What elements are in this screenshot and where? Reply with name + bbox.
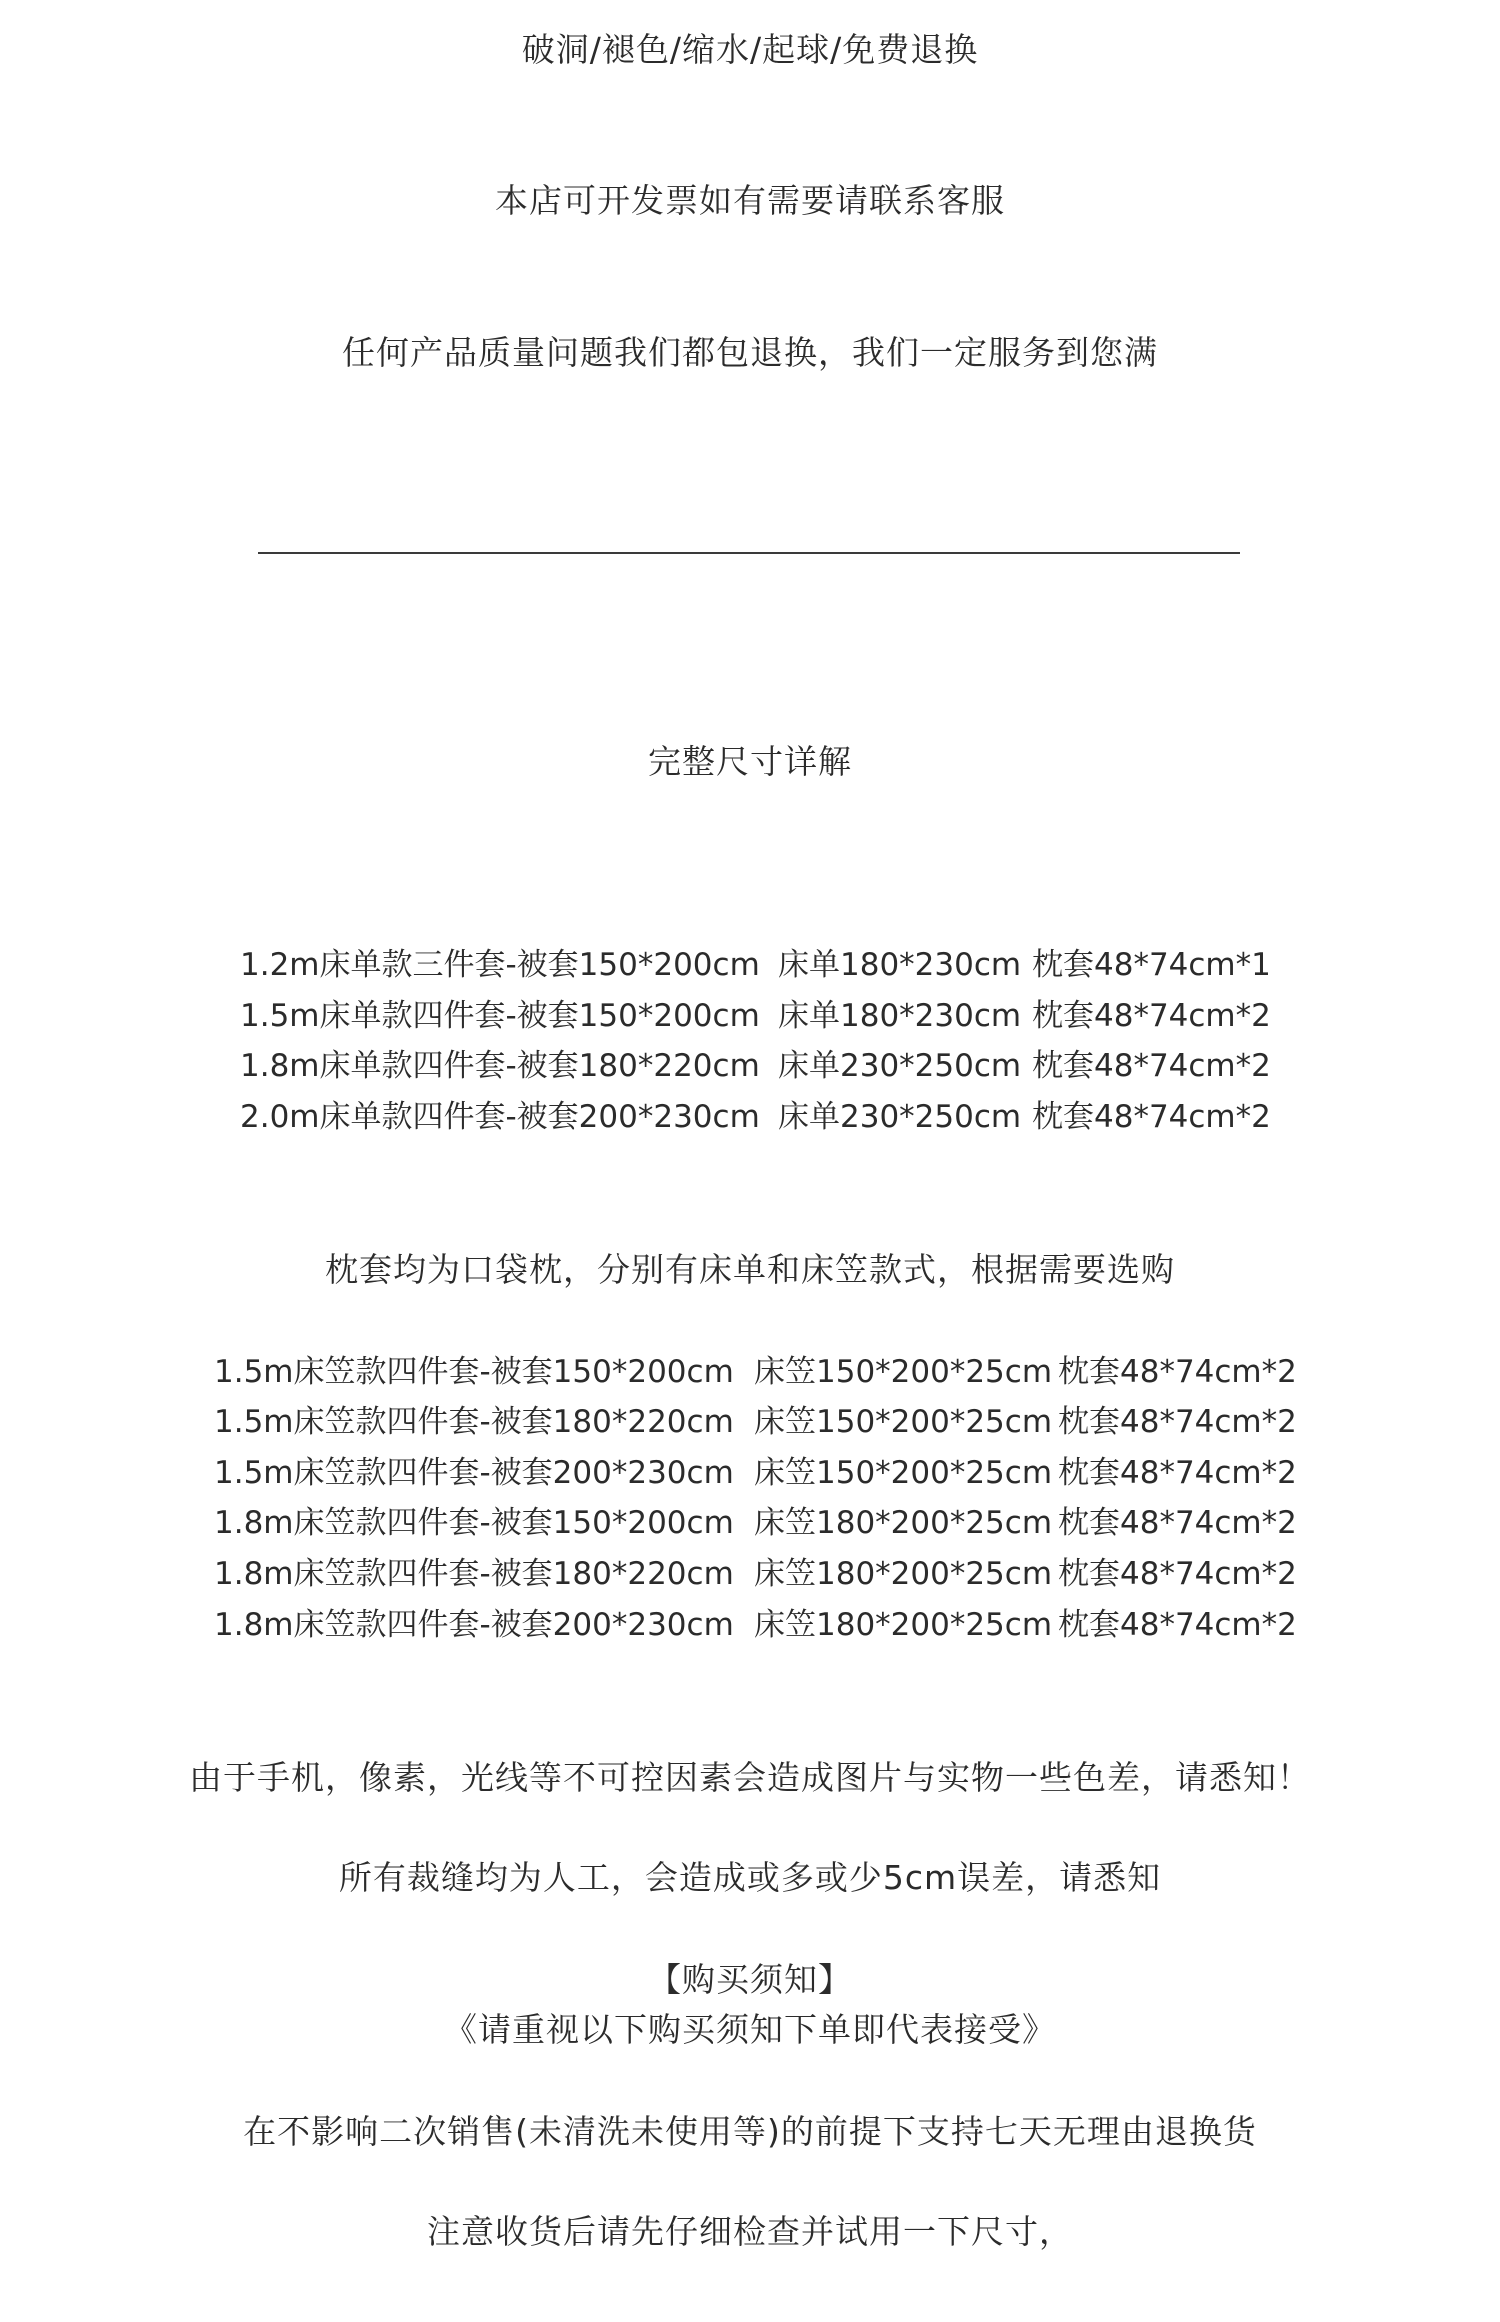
section-divider (258, 552, 1240, 554)
table-row (0, 1603, 1500, 1647)
pillow-size: 枕套48*74cm*1 (1032, 947, 1271, 983)
set-name: 1.5m床单款四件套-被套150*200cm (240, 998, 760, 1034)
table-row (0, 1095, 1500, 1139)
pillow-size: 枕套48*74cm*2 (1058, 1556, 1297, 1592)
pillow-size: 枕套48*74cm*2 (1058, 1607, 1297, 1643)
color-difference-note: 由于手机，像素，光线等不可控因素会造成图片与实物一些色差，请悉知！ (189, 1758, 1311, 1797)
table-row (0, 1350, 1500, 1394)
fitted-sheet-size: 床笠180*200*25cm (754, 1505, 1053, 1541)
fitted-sheet-size: 床笠150*200*25cm (754, 1404, 1053, 1440)
inspect-size-note: 注意收货后请先仔细检查并试用一下尺寸， (427, 2212, 1073, 2251)
pillow-size: 枕套48*74cm*2 (1058, 1505, 1297, 1541)
table-row (0, 1501, 1500, 1545)
sheet-size: 床单180*230cm (778, 947, 1022, 983)
table-row (0, 994, 1500, 1038)
quality-guarantee-note: 任何产品质量问题我们都包退换，我们一定服务到您满 (342, 333, 1158, 372)
pillow-size: 枕套48*74cm*2 (1058, 1455, 1297, 1491)
table-row (0, 1451, 1500, 1495)
set-name: 2.0m床单款四件套-被套200*230cm (240, 1099, 760, 1135)
invoice-note: 本店可开发票如有需要请联系客服 (495, 181, 1005, 220)
fitted-sheet-size: 床笠180*200*25cm (754, 1607, 1053, 1643)
set-name: 1.8m床笠款四件套-被套200*230cm (214, 1607, 734, 1643)
set-name: 1.5m床笠款四件套-被套200*230cm (214, 1455, 734, 1491)
pillow-size: 枕套48*74cm*2 (1032, 1048, 1271, 1084)
purchase-notice-subtitle: 《请重视以下购买须知下单即代表接受》 (444, 2010, 1056, 2049)
table-row (0, 1044, 1500, 1088)
sheet-size: 床单180*230cm (778, 998, 1022, 1034)
fitted-sheet-size: 床笠150*200*25cm (754, 1455, 1053, 1491)
purchase-notice-title: 【购买须知】 (648, 1960, 852, 1999)
sheet-size: 床单230*250cm (778, 1099, 1022, 1135)
set-name: 1.5m床笠款四件套-被套180*220cm (214, 1404, 734, 1440)
tailoring-error-note: 所有裁缝均为人工，会造成或多或少5cm误差，请悉知 (338, 1858, 1162, 1897)
fitted-sheet-size: 床笠150*200*25cm (754, 1354, 1053, 1390)
pillow-size: 枕套48*74cm*2 (1058, 1404, 1297, 1440)
fitted-sheet-size: 床笠180*200*25cm (754, 1556, 1053, 1592)
sheet-size: 床单230*250cm (778, 1048, 1022, 1084)
set-name: 1.8m床笠款四件套-被套180*220cm (214, 1556, 734, 1592)
table-row (0, 943, 1500, 987)
pillow-size: 枕套48*74cm*2 (1058, 1354, 1297, 1390)
pillow-style-note: 枕套均为口袋枕，分别有床单和床笠款式，根据需要选购 (325, 1250, 1175, 1289)
table-row (0, 1552, 1500, 1596)
set-name: 1.8m床单款四件套-被套180*220cm (240, 1048, 760, 1084)
set-name: 1.5m床笠款四件套-被套150*200cm (214, 1354, 734, 1390)
set-name: 1.8m床笠款四件套-被套150*200cm (214, 1505, 734, 1541)
table-row (0, 1400, 1500, 1444)
set-name: 1.2m床单款三件套-被套150*200cm (240, 947, 760, 983)
return-policy-note: 在不影响二次销售(未清洗未使用等)的前提下支持七天无理由退换货 (243, 2112, 1257, 2151)
free-exchange-note: 破洞/褪色/缩水/起球/免费退换 (521, 30, 979, 69)
pillow-size: 枕套48*74cm*2 (1032, 1099, 1271, 1135)
pillow-size: 枕套48*74cm*2 (1032, 998, 1271, 1034)
size-section-title: 完整尺寸详解 (648, 742, 852, 781)
